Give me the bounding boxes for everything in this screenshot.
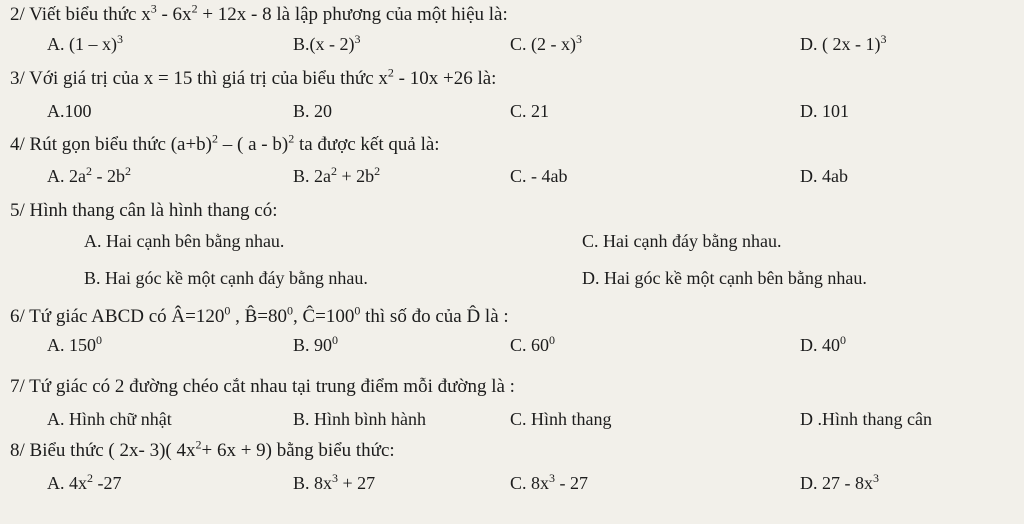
text-run: B. 20 [293,101,333,121]
text-run: D. 101 [800,101,849,121]
text-run: B. 2a [293,166,331,186]
exponent: 3 [873,471,879,485]
exponent: 3 [117,32,123,46]
exponent: 3 [880,32,887,46]
text-run: 5/ Hình thang cân là hình thang có: [10,200,278,221]
text-run: D .Hình thang cân [800,409,932,429]
text-run: + 2b [337,166,375,186]
text-run: D. 27 - 8x [800,473,873,493]
text-run: A. 4x [47,473,87,493]
text-run: - 2b [92,166,125,186]
text-run: – ( a - b) [218,134,289,155]
question-2-option-c [510,34,582,55]
exponent: 2 [191,1,198,16]
text-run: - 27 [555,473,589,493]
text-run: B.(x - 2) [293,34,355,54]
question-6-option-a [47,335,102,356]
text-run: + 27 [338,473,376,493]
question-7-option-b [293,409,426,430]
question-3-option-a [47,101,92,122]
text-run: C. - 4ab [510,166,568,186]
question-3-option-b [293,101,332,122]
question-4-stem [10,131,440,156]
text-run: 2/ Viết biểu thức x [10,4,151,25]
text-run: C. Hai cạnh đáy bằng nhau. [582,231,782,251]
question-5-option-b [582,231,781,252]
text-run: thì số đo của D̂ là : [360,306,509,327]
question-2-option-d [800,34,886,55]
text-run: C. 21 [510,101,550,121]
text-run: A. 150 [47,335,96,355]
question-6-option-b [293,335,338,356]
text-run: - 10x +26 là: [393,68,497,89]
text-run: A. Hai cạnh bên bằng nhau. [84,231,285,251]
text-run: + 12x - 8 là lập phương của một hiệu là: [197,4,508,25]
question-3-option-d [800,101,849,122]
exponent: 2 [374,164,381,178]
question-7-stem [10,376,515,398]
question-2-option-b [293,34,361,55]
exponent: 0 [224,303,231,318]
exponent: 2 [212,131,219,146]
text-run: D. 4ab [800,166,848,186]
exponent: 0 [840,333,846,347]
exponent: 2 [87,471,93,485]
text-run: 4/ Rút gọn biểu thức (a+b) [10,134,213,155]
question-5-option-c [84,268,368,289]
question-5-stem [10,200,278,222]
text-run: D. 40 [800,335,840,355]
question-5-option-d [582,268,867,289]
question-8-option-d [800,473,879,494]
text-run: C. (2 - x) [510,34,576,54]
question-5-option-a [84,231,284,252]
text-run: C. Hình thang [510,409,612,429]
question-3-stem [10,65,497,90]
question-4-option-b [293,166,380,187]
text-run: D. Hai góc kề một cạnh bên bằng nhau. [582,268,867,288]
exponent: 2 [387,65,394,80]
question-2-stem [10,1,508,26]
exponent: 3 [332,471,339,485]
question-4-option-d [800,166,848,187]
exponent: 3 [549,471,556,485]
question-2-option-a [47,34,123,55]
question-6-option-d [800,335,846,356]
exponent: 0 [96,333,102,347]
exponent: 2 [86,164,92,178]
text-run: A. (1 – x) [47,34,117,54]
text-run: A.100 [47,101,92,121]
text-run: + 6x + 9) bằng biểu thức: [201,440,395,461]
text-run: B. Hai góc kề một cạnh đáy bằng nhau. [84,268,368,288]
question-7-option-c [510,409,612,430]
text-run: B. 90 [293,335,333,355]
exponent: 0 [286,303,293,318]
text-run: , B̂=80 [230,306,287,327]
exponent: 2 [331,164,337,178]
question-3-option-c [510,101,549,122]
exponent: 2 [125,164,131,178]
exponent: 2 [195,437,202,452]
question-4-option-a [47,166,131,187]
text-run: C. 60 [510,335,550,355]
question-7-option-a [47,409,172,430]
exponent: 2 [288,131,295,146]
text-run: B. Hình bình hành [293,409,426,429]
question-4-option-c [510,166,568,187]
exponent: 3 [576,32,582,46]
question-8-option-c [510,473,588,494]
question-7-option-d [800,409,932,430]
text-run: B. 8x [293,473,333,493]
text-run: A. 2a [47,166,86,186]
text-run: 8/ Biểu thức ( 2x- 3)( 4x [10,440,196,461]
question-6-option-c [510,335,555,356]
text-run: C. 8x [510,473,550,493]
exponent: 0 [354,303,361,318]
text-run: 6/ Tứ giác ABCD có Â=120 [10,306,225,327]
text-run: A. Hình chữ nhật [47,409,172,429]
exponent: 0 [332,333,339,347]
text-run: - 6x [156,4,192,25]
exponent: 3 [150,1,157,16]
text-run: ta được kết quả là: [294,134,440,155]
text-run: 7/ Tứ giác có 2 đường chéo cắt nhau tại trung điểm mỗi đường là : [10,376,515,397]
text-run: , Ĉ=100 [292,306,355,327]
question-8-stem [10,437,395,462]
exponent: 0 [549,333,556,347]
exponent: 3 [354,32,361,46]
text-run: -27 [93,473,122,493]
question-8-option-a [47,473,122,494]
question-6-stem [10,303,509,328]
question-8-option-b [293,473,375,494]
text-run: 3/ Với giá trị của x = 15 thì giá trị của biểu thức x [10,68,388,89]
text-run: D. ( 2x - 1) [800,34,881,54]
